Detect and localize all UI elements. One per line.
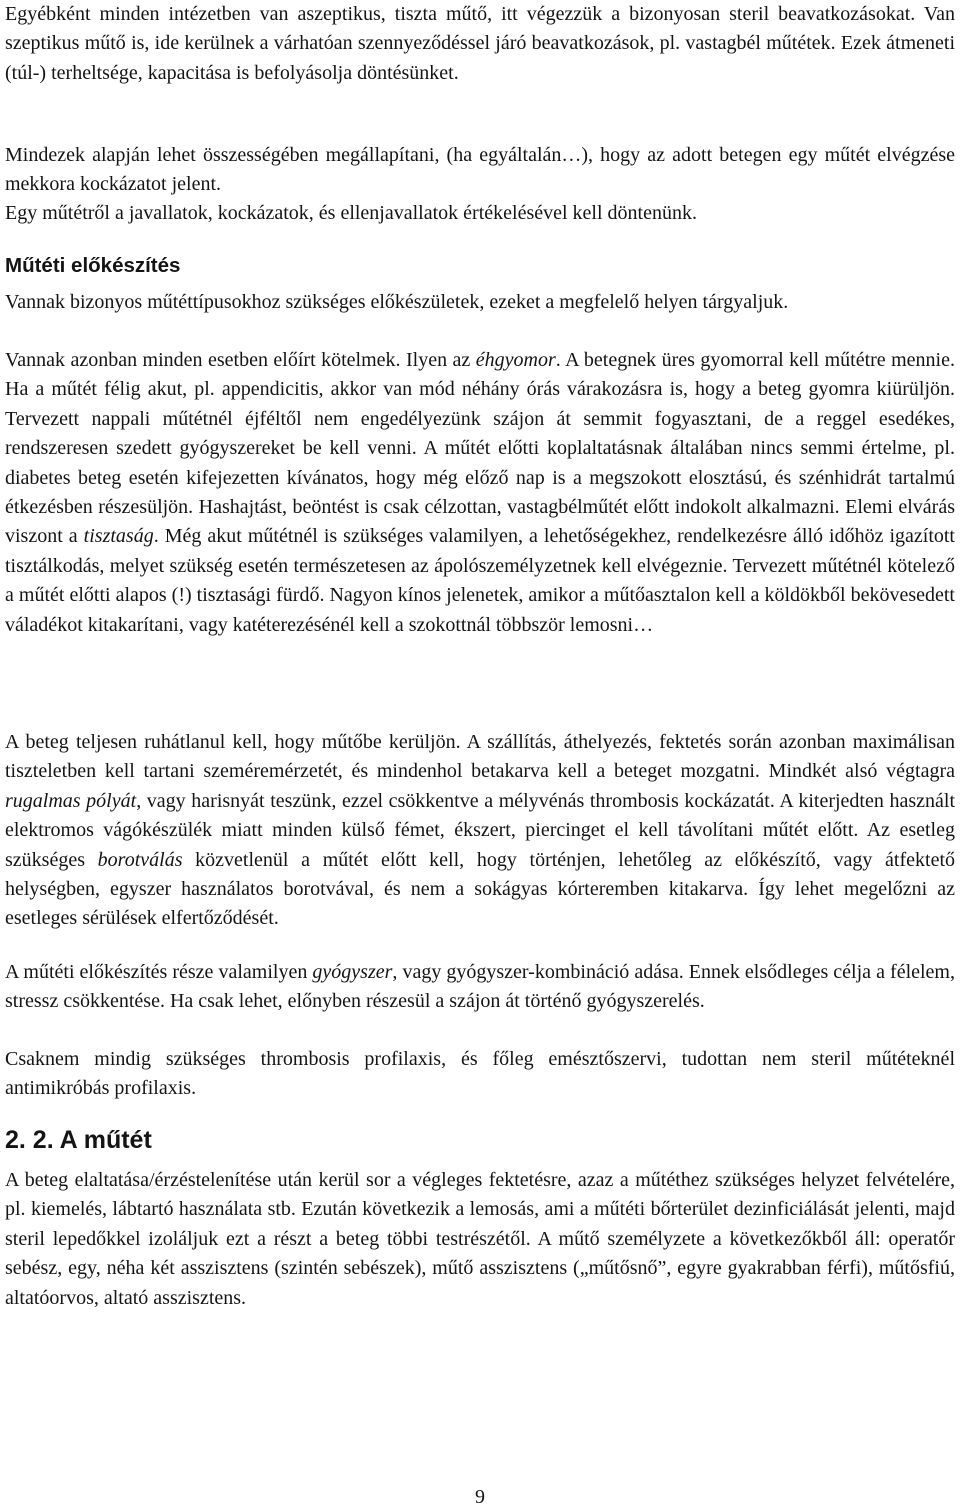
text-run: . Még akut műtétnél is szükséges valamilyen, a lehetőségekhez, rendelkezésre álló időhöz igazított tisztálkodás, melyet szükség esetén természetesen az ápolószemélyzetnek kell elvégeznie. Tervezett műtétnél kötelező a műtét előtti alapos (!) tisztasági fürdő. Nagyon kínos jelenetek, amikor a műtőasztalon kell a köldökből bekövesedett váladékot kitakarítani, vagy katéterezésénél kell a szokottnál többször lemosni… — [5, 525, 955, 636]
emphasis-shaving: borotválás — [97, 848, 183, 871]
paragraph-intro-risk-assessment: Mindezek alapján lehet összességében megállapítani, (ha egyáltalán…), hogy az adott betegen egy műtét elvégzése mekkora kockázatot jelent. — [5, 144, 955, 196]
text-run: Vannak azonban minden esetben előírt kötelmek. Ilyen az — [5, 349, 476, 371]
paragraph-preparation-transport — [5, 728, 955, 934]
text-run: A műtéti előkészítés része valamilyen — [5, 961, 313, 983]
paragraph-surgery-team: A beteg elaltatása/érzéstelenítése után kerül sor a végleges fektetésre, azaz a műtéthez szükséges helyzet felvételére, pl. kiemelés, lábtartó használata stb. Ezután következik a lemosás, ami a műtéti bőrterület dezinficiálását jelenti, majd steril lepedőkkel izoláljuk ezt a részt a beteg többi testrészétől. A műtő személyzete a következőkből áll: operatőr sebész, egy, néha két asszisztens (szintén sebészek), műtő asszisztens („műtősnő”, egyre gyakrabban férfi), műtősfiú, altatóorvos, altató asszisztens. — [5, 1169, 955, 1309]
emphasis-elastic-bandage: rugalmas pólyát — [5, 789, 137, 812]
section-heading-preparation: Műtéti előkészítés — [5, 254, 181, 277]
document-page — [5, 0, 955, 1509]
emphasis-fasting: éhgyomor — [475, 349, 556, 371]
emphasis-cleanliness: tisztaság — [83, 525, 154, 548]
paragraph-intro-decision: Egy műtétről a javallatok, kockázatok, és ellenjavallatok értékelésével kell döntenünk. — [5, 202, 697, 224]
paragraph-preparation-prophylaxis: Csaknem mindig szükséges thrombosis profilaxis, és főleg emésztőszervi, tudottan nem steril műtéteknél antimikróbás profilaxis. — [5, 1048, 955, 1100]
page-number: 9 — [475, 1486, 485, 1508]
paragraph-preparation-intro: Vannak bizonyos műtéttípusokhoz szükséges előkészületek, ezeket a megfelelő helyen tárgyaljuk. — [5, 291, 789, 313]
paragraph-preparation-obligations — [5, 346, 955, 640]
paragraph-preparation-medication — [5, 958, 955, 1017]
text-run: , vagy harisnyát teszünk, ezzel csökkentve a mélyvénás thrombosis kockázatát. A kiterjedten használt elektromos vágókészülék miatt minden külső fémet, ékszert, piercinget el kell távolítani műtét előtt. Az esetleg szükséges — [5, 789, 955, 871]
emphasis-medication: gyógyszer — [312, 961, 393, 983]
text-run: , vagy gyógyszer-kombináció adása. Ennek elsődleges célja a félelem, stressz csökkentése. Ha csak lehet, előnyben részesül a szájon át történő gyógyszerelés. — [5, 961, 955, 1013]
text-run: közvetlenül a műtét előtt kell, hogy történjen, lehetőleg az előkészítő, vagy átfektető helységben, egyszer használatos borotvával, és nem a sokágyas kórteremben kitakarva. Így lehet megelőzni az esetleges sérülések elfertőződését. — [5, 848, 956, 930]
paragraph-intro-operating-rooms: Egyébként minden intézetben van aszeptikus, tiszta műtő, itt végezzük a bizonyosan steril beavatkozásokat. Van szeptikus műtő is, ide kerülnek a várhatóan szennyeződéssel járó beavatkozások, pl. vastagbél műtétek. Ezek átmeneti (túl-) terheltsége, kapacitása is befolyásolja döntésünket. — [5, 3, 955, 84]
text-run: A beteg teljesen ruhátlanul kell, hogy műtőbe kerüljön. A szállítás, áthelyezés, fektetés során azonban maximálisan tiszteletben kell tartani szeméremérzetét, és mindenhol betakarva kell a beteget mozgatni. Mindkét alsó végtagra — [5, 731, 955, 783]
text-run: . A betegnek üres gyomorral kell műtétre mennie. Ha a műtét félig akut, pl. appendicitis, akkor van mód néhány órás várakozásra is, hogy a beteg gyomra kiürüljön. Tervezett nappali műtétnél éjféltől nem engedélyezünk szájon át semmit fogyasztani, de a reggel esedékes, rendszeresen szedett gyógyszereket be kell venni. A műtét előtti koplaltatásnak általában nincs semmi értelme, pl. diabetes beteg esetén kifejezetten kívánatos, hogy még előző nap is a megszokott elosztású, és szénhidrát tartalmú étkezésben részesüljön. Hashajtást, beöntést is csak célzottan, vastagbélműtét előtt indokolt alkalmazni. Elemi elvárás viszont a — [5, 349, 955, 548]
section-heading-surgery: 2. 2. A műtét — [5, 1126, 152, 1154]
